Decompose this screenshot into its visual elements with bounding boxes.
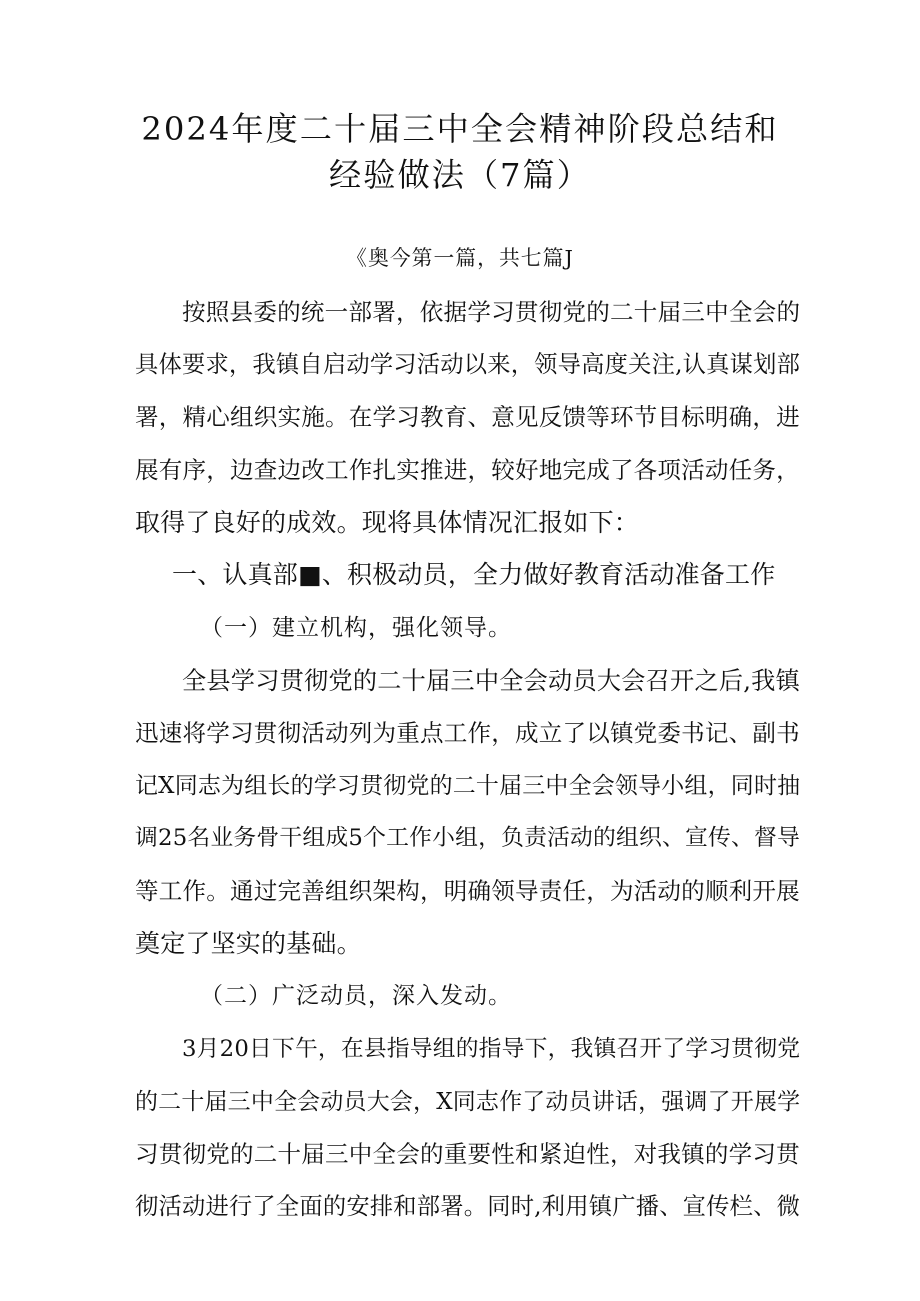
paragraph-line: 奠定了坚实的基础。 (135, 929, 362, 958)
paragraph-line: 彻活动进行了全面的安排和部署。同时,利用镇广播、宣传栏、微 (135, 1193, 801, 1220)
paragraph-line: 具体要求，我镇自启动学习活动以来，领导高度关注,认真谋划部 (135, 351, 801, 378)
paragraph-line: 3月20日下午，在县指导组的指导下，我镇召开了学习贯彻党 (182, 1036, 801, 1062)
subsection-heading: （一）建立机构，强化领导。 (200, 615, 512, 641)
paragraph-line: 按照县委的统一部署，依据学习贯彻党的二十届三中全会的 (182, 298, 801, 326)
document-title-line-2: 经验做法（7篇） (329, 156, 591, 194)
paragraph-line: 全县学习贯彻党的二十届三中全会动员大会召开之后,我镇 (182, 667, 800, 695)
paragraph-line: 调25名业务骨干组成5个工作小组，负责活动的组织、宣传、督导 (135, 825, 801, 851)
paragraph-line: 署，精心组织实施。在学习教育、意见反馈等环节目标明确，进 (135, 403, 800, 431)
paragraph-line: 的二十届三中全会动员大会，X同志作了动员讲话，强调了开展学 (135, 1089, 801, 1115)
paragraph-line: 迅速将学习贯彻活动列为重点工作，成立了以镇党委书记、副书 (135, 719, 800, 747)
document-subtitle: 《奥今第一篇，共七篇J (346, 246, 574, 270)
document-title-line-1: 2024年度二十届三中全会精神阶段总结和 (141, 110, 779, 148)
paragraph-line: 等工作。通过完善组织架构，明确领导责任，为活动的顺利开展 (135, 877, 800, 905)
section-heading: 一、认真部■、积极动员，全力做好教育活动准备工作 (172, 560, 776, 589)
paragraph-line: 展有序，边查边改工作扎实推进，较好地完成了各项活动任务， (135, 456, 800, 484)
paragraph-line: 记X同志为组长的学习贯彻党的二十届三中全会领导小组，同时抽 (135, 773, 801, 799)
paragraph-line: 取得了良好的成效。现将具体情况汇报如下： (135, 508, 640, 537)
paragraph-line: 习贯彻党的二十届三中全会的重要性和紧迫性，对我镇的学习贯 (135, 1140, 800, 1168)
subsection-heading: （二）广泛动员，深入发动。 (200, 983, 512, 1009)
